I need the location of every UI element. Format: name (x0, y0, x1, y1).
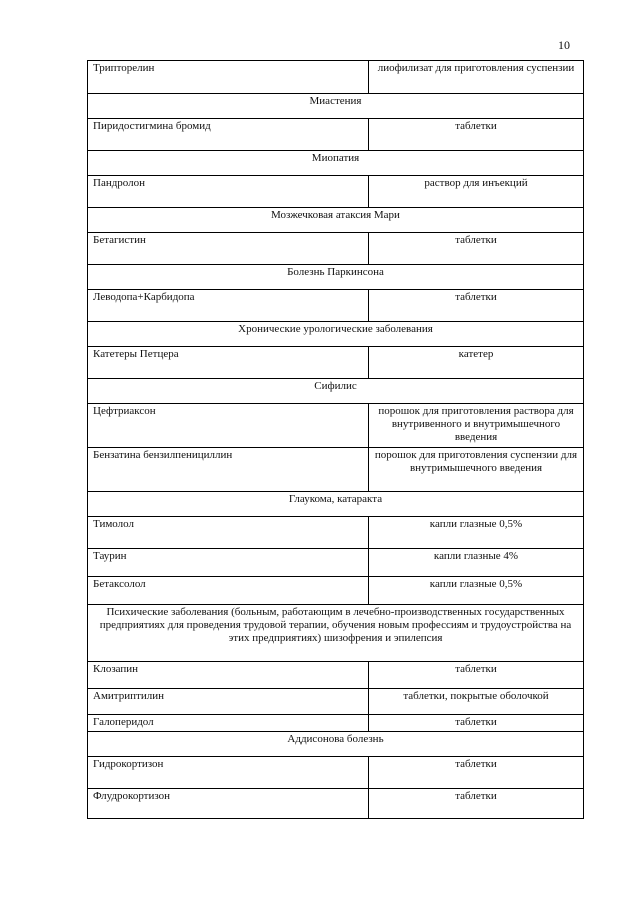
section-row (88, 605, 584, 662)
dosage-form-cell: капли глазные 0,5% (369, 517, 584, 549)
section-row (88, 94, 584, 119)
dosage-form-cell: капли глазные 4% (369, 549, 584, 577)
drug-row (88, 757, 584, 789)
drug-table (87, 60, 584, 819)
section-row (88, 151, 584, 176)
dosage-form-cell: порошок для приготовления суспензии для внутримышечного введения (369, 448, 584, 492)
dosage-form-cell: таблетки, покрытые оболочкой (369, 689, 584, 715)
section-title: Миастения (88, 94, 584, 119)
drug-row (88, 577, 584, 605)
dosage-form-cell: лиофилизат для приготовления суспензии (369, 61, 584, 94)
drug-name-cell: Пиридостигмина бромид (88, 119, 369, 151)
section-title: Мозжечковая атаксия Мари (88, 208, 584, 233)
dosage-form-cell: таблетки (369, 119, 584, 151)
drug-row (88, 549, 584, 577)
drug-row (88, 662, 584, 689)
drug-name-cell: Таурин (88, 549, 369, 577)
drug-row (88, 290, 584, 322)
dosage-form-cell: таблетки (369, 789, 584, 819)
drug-name-cell: Галоперидол (88, 715, 369, 732)
drug-row (88, 517, 584, 549)
section-row (88, 492, 584, 517)
section-title: Психические заболевания (больным, работающим в лечебно-производственных государственных предприятиях для проведения трудовой терапии, обучения новым профессиям и трудоустройства на этих предприятиях) шизофрения и эпилепсия (88, 605, 584, 662)
section-row (88, 208, 584, 233)
drug-row (88, 404, 584, 448)
section-title: Глаукома, катаракта (88, 492, 584, 517)
drug-row (88, 347, 584, 379)
drug-name-cell: Катетеры Петцера (88, 347, 369, 379)
section-row (88, 732, 584, 757)
drug-row (88, 233, 584, 265)
page-number: 10 (558, 38, 570, 52)
drug-name-cell: Клозапин (88, 662, 369, 689)
drug-name-cell: Тимолол (88, 517, 369, 549)
drug-name-cell: Бетагистин (88, 233, 369, 265)
section-row (88, 322, 584, 347)
drug-name-cell: Гидрокортизон (88, 757, 369, 789)
drug-name-cell: Пандролон (88, 176, 369, 208)
section-title: Аддисонова болезнь (88, 732, 584, 757)
drug-name-cell: Амитриптилин (88, 689, 369, 715)
drug-row (88, 176, 584, 208)
section-title: Миопатия (88, 151, 584, 176)
drug-name-cell: Бетаксолол (88, 577, 369, 605)
drug-row (88, 715, 584, 732)
drug-name-cell: Цефтриаксон (88, 404, 369, 448)
drug-row (88, 61, 584, 94)
dosage-form-cell: раствор для инъекций (369, 176, 584, 208)
drug-name-cell: Леводопа+Карбидопа (88, 290, 369, 322)
drug-table-body (88, 61, 584, 819)
drug-row (88, 689, 584, 715)
drug-row (88, 789, 584, 819)
dosage-form-cell: таблетки (369, 662, 584, 689)
dosage-form-cell: таблетки (369, 233, 584, 265)
section-row (88, 265, 584, 290)
drug-row (88, 119, 584, 151)
section-title: Хронические урологические заболевания (88, 322, 584, 347)
section-title: Болезнь Паркинсона (88, 265, 584, 290)
dosage-form-cell: капли глазные 0,5% (369, 577, 584, 605)
drug-name-cell: Трипторелин (88, 61, 369, 94)
drug-row (88, 448, 584, 492)
dosage-form-cell: таблетки (369, 290, 584, 322)
section-row (88, 379, 584, 404)
dosage-form-cell: таблетки (369, 757, 584, 789)
drug-name-cell: Флудрокортизон (88, 789, 369, 819)
dosage-form-cell: таблетки (369, 715, 584, 732)
dosage-form-cell: катетер (369, 347, 584, 379)
drug-name-cell: Бензатина бензилпенициллин (88, 448, 369, 492)
section-title: Сифилис (88, 379, 584, 404)
dosage-form-cell: порошок для приготовления раствора для внутривенного и внутримышечного введения (369, 404, 584, 448)
